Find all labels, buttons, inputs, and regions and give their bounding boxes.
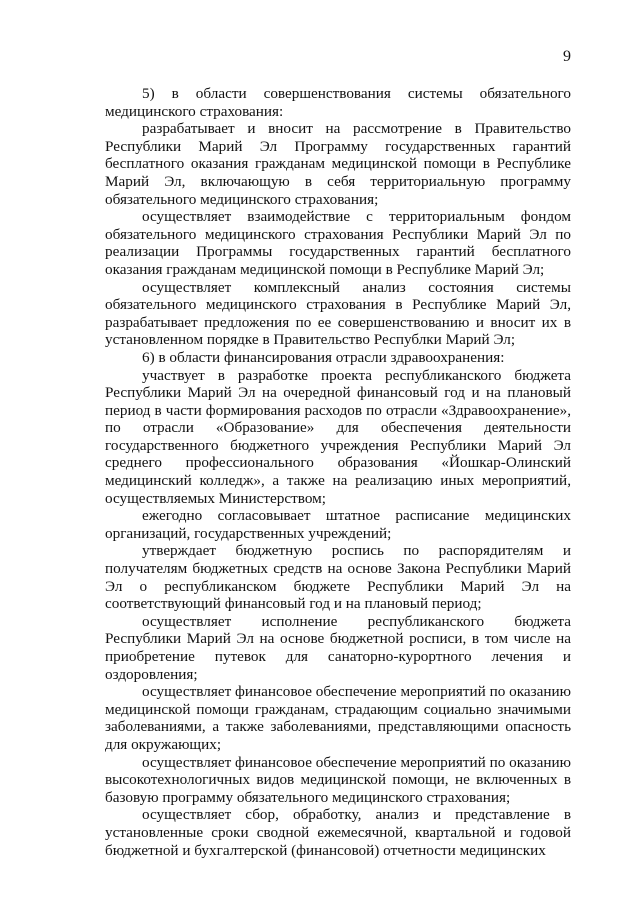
- document-body: [105, 85, 571, 859]
- paragraph: ежегодно согласовывает штатное расписание медицинских организаций, государственных учреждений;: [105, 507, 571, 542]
- paragraph: участвует в разработке проекта республиканского бюджета Республики Марий Эл на очередной финансовый год и на плановый период в части формирования расходов по отрасли «Здравоохранение», по отрасли «Образование» для обеспечения деятельности государственного бюджетного учреждения Республики Марий Эл среднего профессионального образования «Йошкар-Олинский медицинский колледж», а также на реализацию иных мероприятий, осуществляемых Министерством;: [105, 366, 571, 507]
- paragraph-section-6-heading: 6) в области финансирования отрасли здравоохранения:: [142, 348, 505, 366]
- paragraph: осуществляет финансовое обеспечение мероприятий по оказанию медицинской помощи гражданам, страдающим социально значимыми заболеваниями, а также заболеваниями, представляющими опасность для окружающих;: [105, 683, 571, 753]
- paragraph: осуществляет комплексный анализ состояния системы обязательного медицинского страхования в Республике Марий Эл, разрабатывает предложения по ее совершенствованию и вносит их в установленном порядке в Правительство Республки Марий Эл;: [105, 278, 571, 349]
- paragraph: осуществляет взаимодействие с территориальным фондом обязательного медицинского страхования Республики Марий Эл по реализации Программы государственных гарантий бесплатного оказания гражданам медицинской помощи в Республике Марий Эл;: [105, 208, 571, 278]
- paragraph: осуществляет исполнение республиканского бюджета Республики Марий Эл на основе бюджетной росписи, в том числе на приобретение путевок для санаторно-курортного лечения и оздоровления;: [105, 612, 571, 683]
- paragraph: утверждает бюджетную роспись по распорядителям и получателям бюджетных средств на основе Закона Республики Марий Эл о республиканском бюджете Республики Марий Эл на соответствующий финансовый год и на плановый период;: [105, 542, 571, 613]
- paragraph: осуществляет финансовое обеспечение мероприятий по оказанию высокотехнологичных видов медицинской помощи, не включенных в базовую программу обязательного медицинского страхования;: [105, 753, 571, 806]
- page-number: 9: [563, 48, 571, 65]
- paragraph: осуществляет сбор, обработку, анализ и представление в установленные сроки сводной ежемесячной, квартальной и годовой бюджетной и бухгалтерской (финансовой) отчетности медицинских: [105, 806, 571, 859]
- paragraph-section-5-heading: 5) в области совершенствования системы обязательного медицинского страхования:: [105, 85, 571, 120]
- paragraph: разрабатывает и вносит на рассмотрение в Правительство Республики Марий Эл Программу государственных гарантий бесплатного оказания гражданам медицинской помощи в Республике Марий Эл, включающую в себя территориальную программу обязательного медицинского страхования;: [105, 120, 571, 208]
